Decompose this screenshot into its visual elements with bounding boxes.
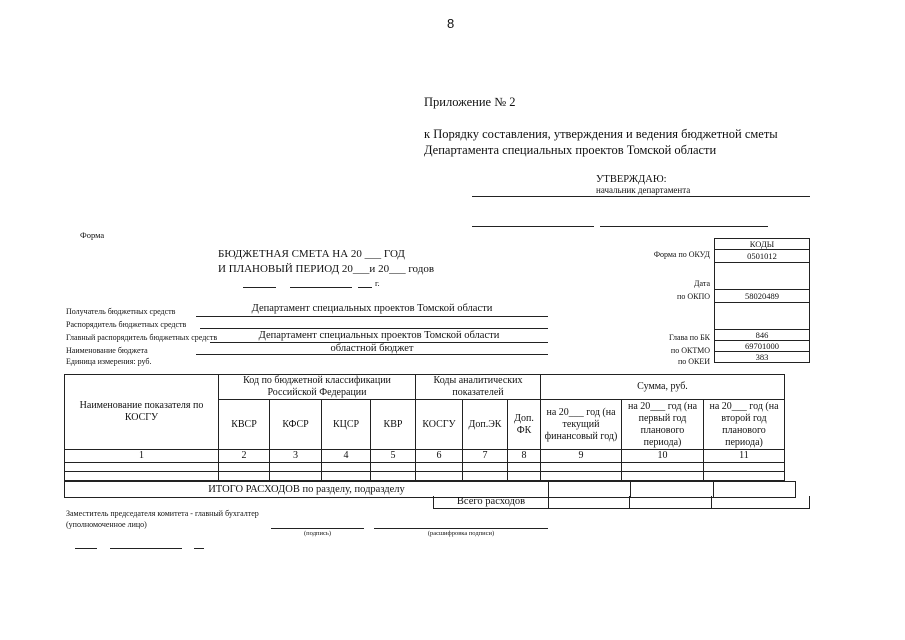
okei-label: по ОКЕИ [677, 357, 710, 366]
col-kfsr: КФСР [270, 400, 322, 450]
signature-decode-line [374, 528, 548, 529]
col-sum-second: на 20___ год (на второй год планового периода) [704, 400, 785, 450]
appendix-title: Приложение № 2 [424, 95, 516, 109]
col-number: 9 [541, 450, 622, 463]
total-all-values [548, 496, 810, 509]
col-number: 5 [371, 450, 416, 463]
okud-label: Форма по ОКУД [653, 250, 710, 259]
manager-line [200, 328, 548, 329]
table-row [65, 463, 785, 472]
page-number: 8 [447, 16, 455, 31]
estimate-table [64, 374, 785, 481]
approve-sign-line [472, 226, 594, 227]
sign-date-month-line [110, 548, 182, 549]
codes-table [714, 238, 810, 363]
date-suffix: г. [375, 278, 380, 288]
group-analytic-header: Коды аналитических показателей [416, 375, 541, 400]
codes-header: КОДЫ [715, 239, 810, 250]
recipient-line [196, 316, 548, 317]
group-bk-header: Код по бюджетной классификации Российской Федерации [219, 375, 416, 400]
col-number: 3 [270, 450, 322, 463]
col-sum-first: на 20___ год (на первый год планового периода) [622, 400, 704, 450]
date-value [715, 263, 810, 290]
main-manager-value: Департамент специальных проектов Томской области [258, 330, 500, 341]
col-number: 6 [416, 450, 463, 463]
estimate-period: И ПЛАНОВЫЙ ПЕРИОД 20___и 20___ годов [218, 263, 435, 275]
table-row [65, 472, 785, 481]
appendix-line-2: Департамента специальных проектов Томской области [424, 143, 717, 157]
date-label: Дата [694, 279, 710, 288]
signature-line [271, 528, 364, 529]
okud-value: 0501012 [715, 250, 810, 263]
approve-position: начальник департамента [596, 185, 691, 195]
col-number: 7 [463, 450, 508, 463]
total-all-label: Всего расходов [433, 496, 549, 509]
col-number: 1 [65, 450, 219, 463]
unit-label: Единица измерения: руб. [66, 357, 152, 366]
oktmo-label: по ОКТМО [670, 346, 710, 355]
date-month-line [290, 287, 352, 288]
col-number: 8 [508, 450, 541, 463]
signature-decode-caption: (расшифровка подписи) [427, 530, 495, 537]
blank-code-value [715, 303, 810, 330]
recipient-value: Департамент специальных проектов Томской области [251, 303, 493, 314]
sign-date-day-line [75, 548, 97, 549]
col-kcsr: КЦСР [322, 400, 371, 450]
col-kosgu: КОСГУ [416, 400, 463, 450]
glava-label: Глава по БК [669, 333, 710, 342]
col-name-header: Наименование показателя по КОСГУ [65, 375, 219, 450]
budget-label: Наименование бюджета [66, 346, 148, 355]
col-kvr: КВР [371, 400, 416, 450]
manager-label: Распорядитель бюджетных средств [66, 320, 187, 329]
approve-label: УТВЕРЖДАЮ: [596, 174, 667, 185]
okpo-label: по ОКПО [677, 292, 710, 301]
estimate-title: БЮДЖЕТНАЯ СМЕТА НА 20 ___ ГОД [218, 248, 405, 260]
sign-date-year-line [194, 548, 204, 549]
appendix-line-1: к Порядку составления, утверждения и ведения бюджетной сметы [424, 127, 778, 141]
col-number: 4 [322, 450, 371, 463]
form-label: Форма [80, 230, 105, 240]
date-day-line [243, 287, 276, 288]
col-dop-ek: Доп.ЭК [463, 400, 508, 450]
budget-value: областной бюджет [330, 343, 414, 354]
group-sum-header: Сумма, руб. [541, 375, 785, 400]
recipient-label: Получатель бюджетных средств [66, 307, 176, 316]
budget-line [196, 354, 548, 355]
main-manager-label: Главный распорядитель бюджетных средств [66, 333, 218, 342]
col-sum-current: на 20___ год (на текущий финансовый год) [541, 400, 622, 450]
date-year-line [358, 287, 372, 288]
signature-authorized: (уполномоченное лицо) [66, 520, 147, 529]
col-number: 2 [219, 450, 270, 463]
total-section-label: ИТОГО РАСХОДОВ по разделу, подразделу [65, 482, 549, 498]
col-number: 10 [622, 450, 704, 463]
oktmo-value: 69701000 [715, 341, 810, 352]
col-number: 11 [704, 450, 785, 463]
okpo-value: 58020489 [715, 290, 810, 303]
glava-value: 846 [715, 330, 810, 341]
okei-value: 383 [715, 352, 810, 363]
col-dop-fk: Доп. ФК [508, 400, 541, 450]
approve-name-line [600, 226, 768, 227]
col-kvsr: КВСР [219, 400, 270, 450]
approve-underline [472, 196, 810, 197]
signature-caption: (подпись) [304, 530, 331, 537]
signature-role: Заместитель председателя комитета - главный бухгалтер [66, 509, 259, 518]
